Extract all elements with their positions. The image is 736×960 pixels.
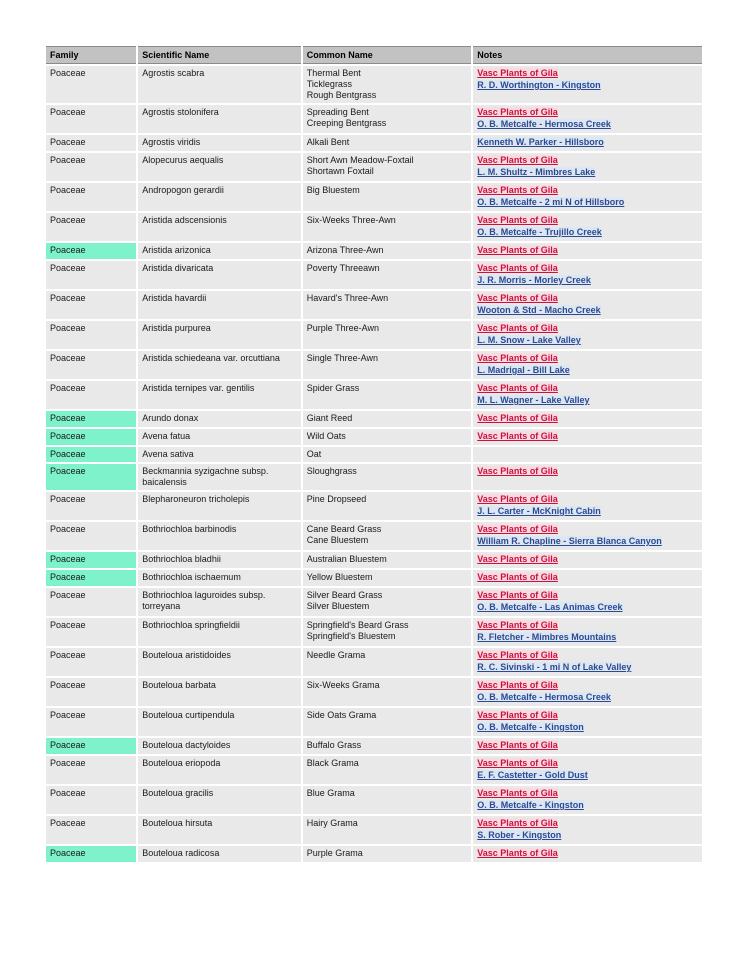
common-name-line: Six-Weeks Grama [306,680,380,690]
vasc-plants-of-gila-link[interactable]: Vasc Plants of Gila [477,466,558,476]
family-cell: Poaceae [46,570,136,586]
note-line [477,227,698,238]
common-name-line: Blue Grama [306,788,355,798]
note-line [477,680,698,691]
vasc-plants-of-gila-link[interactable]: Vasc Plants of Gila [477,848,558,858]
common-name-cell [303,411,472,427]
note-line [477,572,698,583]
notes-cell [473,786,702,814]
family-cell: Poaceae [46,213,136,241]
common-name-line: Silver Beard Grass [306,590,383,600]
family-cell: Poaceae [46,708,136,736]
collection-record-link[interactable]: R. D. Worthington - Kingston [477,80,601,90]
common-name-line: Springfield's Bluestem [306,631,396,641]
collection-record-link[interactable]: L. Madrigal - Bill Lake [477,365,570,375]
notes-cell [473,105,702,133]
note-line [477,263,698,274]
note-line [477,524,698,535]
notes-cell [473,464,702,490]
vasc-plants-of-gila-link[interactable]: Vasc Plants of Gila [477,245,558,255]
vasc-plants-of-gila-link[interactable]: Vasc Plants of Gila [477,620,558,630]
scientific-name-cell: Agrostis scabra [138,66,301,103]
notes-cell [473,213,702,241]
family-cell: Poaceae [46,552,136,568]
note-line [477,119,698,130]
note-line [477,215,698,226]
common-name-line: Side Oats Grama [306,710,377,720]
family-cell: Poaceae [46,846,136,862]
scientific-name-cell: Aristida ternipes var. gentilis [138,381,301,409]
scientific-name-cell: Avena fatua [138,429,301,445]
family-cell: Poaceae [46,183,136,211]
collection-record-link[interactable]: Kenneth W. Parker - Hillsboro [477,137,604,147]
common-name-line: Havard's Three-Awn [306,293,389,303]
common-name-cell [303,105,472,133]
table-row [46,381,702,409]
family-cell: Poaceae [46,492,136,520]
collection-record-link[interactable]: L. M. Shultz - Mimbres Lake [477,167,596,177]
table-row [46,756,702,784]
table-row [46,464,702,490]
common-name-line: Poverty Threeawn [306,263,380,273]
family-cell: Poaceae [46,738,136,754]
vasc-plants-of-gila-link[interactable]: Vasc Plants of Gila [477,818,558,828]
family-cell: Poaceae [46,381,136,409]
note-line [477,758,698,769]
table-row [46,786,702,814]
common-name-line: Spider Grass [306,383,360,393]
table-row [46,243,702,259]
vasc-plants-of-gila-link[interactable]: Vasc Plants of Gila [477,494,558,504]
notes-cell [473,261,702,289]
common-name-line: Yellow Bluestem [306,572,373,582]
vasc-plants-of-gila-link[interactable]: Vasc Plants of Gila [477,323,558,333]
table-row [46,153,702,181]
common-name-cell [303,291,472,319]
vasc-plants-of-gila-link[interactable]: Vasc Plants of Gila [477,650,558,660]
common-name-line: Giant Reed [306,413,353,423]
vasc-plants-of-gila-link[interactable]: Vasc Plants of Gila [477,431,558,441]
family-cell: Poaceae [46,588,136,616]
scientific-name-cell: Andropogon gerardii [138,183,301,211]
collection-record-link[interactable]: William R. Chapline - Sierra Blanca Canyon [477,536,662,546]
scientific-name-cell: Bothriochloa bladhii [138,552,301,568]
family-cell: Poaceae [46,135,136,151]
notes-cell [473,381,702,409]
table-row [46,213,702,241]
note-line [477,466,698,477]
vasc-plants-of-gila-link[interactable]: Vasc Plants of Gila [477,383,558,393]
note-line [477,383,698,394]
note-line [477,323,698,334]
common-name-line: Six-Weeks Three-Awn [306,215,396,225]
collection-record-link[interactable]: R. C. Sivinski - 1 mi N of Lake Valley [477,662,632,672]
vasc-plants-of-gila-link[interactable]: Vasc Plants of Gila [477,524,558,534]
scientific-name-cell: Bouteloua curtipendula [138,708,301,736]
common-name-cell [303,738,472,754]
common-name-cell [303,261,472,289]
family-cell: Poaceae [46,429,136,445]
scientific-name-cell: Bouteloua eriopoda [138,756,301,784]
scientific-name-cell: Aristida adscensionis [138,213,301,241]
note-line [477,818,698,829]
note-line [477,365,698,376]
vasc-plants-of-gila-link[interactable]: Vasc Plants of Gila [477,293,558,303]
column-header-notes: Notes [473,46,702,64]
collection-record-link[interactable]: O. B. Metcalfe - Trujillo Creek [477,227,602,237]
note-line [477,722,698,733]
table-row [46,411,702,427]
note-line [477,167,698,178]
family-cell: Poaceae [46,756,136,784]
note-line [477,536,698,547]
table-row [46,708,702,736]
scientific-name-cell: Aristida schiedeana var. orcuttiana [138,351,301,379]
table-row [46,522,702,550]
note-line [477,692,698,703]
common-name-line: Purple Three-Awn [306,323,379,333]
vasc-plants-of-gila-link[interactable]: Vasc Plants of Gila [477,680,558,690]
common-name-cell [303,243,472,259]
vasc-plants-of-gila-link[interactable]: Vasc Plants of Gila [477,572,558,582]
collection-record-link[interactable]: J. R. Morris - Morley Creek [477,275,591,285]
vasc-plants-of-gila-link[interactable]: Vasc Plants of Gila [477,758,558,768]
common-name-line: Thermal Bent [306,68,361,78]
common-name-line: Rough Bentgrass [306,90,377,100]
common-name-cell [303,786,472,814]
scientific-name-cell: Bouteloua hirsuta [138,816,301,844]
vasc-plants-of-gila-link[interactable]: Vasc Plants of Gila [477,215,558,225]
note-line [477,431,698,442]
collection-record-link[interactable]: O. B. Metcalfe - Kingston [477,800,584,810]
note-line [477,770,698,781]
note-line [477,788,698,799]
notes-cell [473,153,702,181]
table-row [46,648,702,676]
family-cell: Poaceae [46,243,136,259]
notes-cell [473,66,702,103]
notes-cell [473,738,702,754]
notes-cell [473,291,702,319]
collection-record-link[interactable]: O. B. Metcalfe - 2 mi N of Hillsboro [477,197,625,207]
note-line [477,740,698,751]
note-line [477,275,698,286]
notes-cell [473,846,702,862]
table-row [46,447,702,462]
scientific-name-cell: Alopecurus aequalis [138,153,301,181]
column-header-scientific: Scientific Name [138,46,301,64]
common-name-cell [303,381,472,409]
common-name-cell [303,429,472,445]
common-name-line: Arizona Three-Awn [306,245,384,255]
collection-record-link[interactable]: Wooton & Std - Macho Creek [477,305,601,315]
common-name-cell [303,816,472,844]
notes-cell [473,570,702,586]
family-cell: Poaceae [46,351,136,379]
scientific-name-cell: Bothriochloa ischaemum [138,570,301,586]
note-line [477,137,698,148]
vasc-plants-of-gila-link[interactable]: Vasc Plants of Gila [477,788,558,798]
notes-cell [473,552,702,568]
table-row [46,738,702,754]
collection-record-link[interactable]: L. M. Snow - Lake Valley [477,335,581,345]
note-line [477,335,698,346]
plant-table [44,44,704,864]
scientific-name-cell: Arundo donax [138,411,301,427]
collection-record-link[interactable]: R. Fletcher - Mimbres Mountains [477,632,617,642]
common-name-cell [303,588,472,616]
common-name-line: Australian Bluestem [306,554,387,564]
table-row [46,588,702,616]
common-name-line: Hairy Grama [306,818,358,828]
collection-record-link[interactable]: O. B. Metcalfe - Hermosa Creek [477,119,611,129]
note-line [477,662,698,673]
scientific-name-cell: Aristida arizonica [138,243,301,259]
scientific-name-cell: Avena sativa [138,447,301,462]
vasc-plants-of-gila-link[interactable]: Vasc Plants of Gila [477,155,558,165]
note-line [477,590,698,601]
note-line [477,353,698,364]
common-name-cell [303,213,472,241]
vasc-plants-of-gila-link[interactable]: Vasc Plants of Gila [477,185,558,195]
scientific-name-cell: Bothriochloa springfieldii [138,618,301,646]
table-row [46,321,702,349]
vasc-plants-of-gila-link[interactable]: Vasc Plants of Gila [477,263,558,273]
family-cell: Poaceae [46,678,136,706]
common-name-cell [303,135,472,151]
note-line [477,80,698,91]
collection-record-link[interactable]: J. L. Carter - McKnight Cabin [477,506,601,516]
common-name-line: Wild Oats [306,431,346,441]
family-cell: Poaceae [46,66,136,103]
table-row [46,429,702,445]
collection-record-link[interactable]: O. B. Metcalfe - Las Animas Creek [477,602,623,612]
vasc-plants-of-gila-link[interactable]: Vasc Plants of Gila [477,710,558,720]
vasc-plants-of-gila-link[interactable]: Vasc Plants of Gila [477,107,558,117]
notes-cell [473,135,702,151]
column-header-family: Family [46,46,136,64]
scientific-name-cell: Aristida havardii [138,291,301,319]
family-cell: Poaceae [46,291,136,319]
common-name-cell [303,756,472,784]
note-line [477,494,698,505]
notes-cell [473,183,702,211]
common-name-cell [303,618,472,646]
common-name-line: Pine Dropseed [306,494,367,504]
vasc-plants-of-gila-link[interactable]: Vasc Plants of Gila [477,68,558,78]
vasc-plants-of-gila-link[interactable]: Vasc Plants of Gila [477,590,558,600]
family-cell: Poaceae [46,261,136,289]
notes-cell [473,429,702,445]
common-name-cell [303,492,472,520]
collection-record-link[interactable]: E. F. Castetter - Gold Dust [477,770,588,780]
note-line [477,710,698,721]
notes-cell [473,816,702,844]
common-name-line: Sloughgrass [306,466,357,476]
table-row [46,135,702,151]
note-line [477,620,698,631]
scientific-name-cell: Bothriochloa barbinodis [138,522,301,550]
note-line [477,395,698,406]
common-name-cell [303,351,472,379]
notes-cell [473,678,702,706]
note-line [477,185,698,196]
notes-cell [473,648,702,676]
family-cell: Poaceae [46,816,136,844]
common-name-cell [303,447,472,462]
note-line [477,650,698,661]
scientific-name-cell: Aristida divaricata [138,261,301,289]
table-row [46,291,702,319]
vasc-plants-of-gila-link[interactable]: Vasc Plants of Gila [477,740,558,750]
common-name-cell [303,570,472,586]
plant-checklist [44,44,704,864]
common-name-cell [303,66,472,103]
note-line [477,107,698,118]
collection-record-link[interactable]: O. B. Metcalfe - Hermosa Creek [477,692,611,702]
family-cell: Poaceae [46,786,136,814]
family-cell: Poaceae [46,618,136,646]
scientific-name-cell: Bouteloua barbata [138,678,301,706]
note-line [477,197,698,208]
table-row [46,261,702,289]
family-cell: Poaceae [46,648,136,676]
common-name-line: Springfield's Beard Grass [306,620,409,630]
common-name-line: Silver Bluestem [306,601,370,611]
notes-cell [473,588,702,616]
common-name-line: Short Awn Meadow-Foxtail [306,155,414,165]
table-row [46,183,702,211]
table-header [46,46,702,64]
scientific-name-cell: Bouteloua radicosa [138,846,301,862]
table-row [46,351,702,379]
note-line [477,632,698,643]
notes-cell [473,708,702,736]
common-name-cell [303,153,472,181]
scientific-name-cell: Bouteloua aristidoides [138,648,301,676]
table-row [46,552,702,568]
common-name-cell [303,464,472,490]
notes-cell [473,243,702,259]
note-line [477,554,698,565]
common-name-cell [303,678,472,706]
notes-cell [473,351,702,379]
common-name-line: Black Grama [306,758,359,768]
note-line [477,830,698,841]
column-header-common: Common Name [303,46,472,64]
note-line [477,506,698,517]
common-name-line: Shortawn Foxtail [306,166,374,176]
collection-record-link[interactable]: O. B. Metcalfe - Kingston [477,722,584,732]
notes-cell [473,411,702,427]
common-name-cell [303,648,472,676]
common-name-line: Needle Grama [306,650,366,660]
family-cell: Poaceae [46,464,136,490]
vasc-plants-of-gila-link[interactable]: Vasc Plants of Gila [477,353,558,363]
table-row [46,492,702,520]
note-line [477,848,698,859]
scientific-name-cell: Agrostis viridis [138,135,301,151]
note-line [477,293,698,304]
note-line [477,68,698,79]
common-name-line: Spreading Bent [306,107,369,117]
note-line [477,305,698,316]
family-cell: Poaceae [46,153,136,181]
common-name-line: Purple Grama [306,848,363,858]
note-line [477,245,698,256]
note-line [477,602,698,613]
table-row [46,570,702,586]
note-line [477,155,698,166]
family-cell: Poaceae [46,411,136,427]
common-name-cell [303,183,472,211]
notes-cell [473,756,702,784]
notes-cell [473,618,702,646]
table-row [46,618,702,646]
plant-table-body [46,66,702,862]
scientific-name-cell: Beckmannia syzigachne subsp. baicalensis [138,464,301,490]
common-name-line: Oat [306,449,322,459]
scientific-name-cell: Bouteloua dactyloides [138,738,301,754]
table-row [46,66,702,103]
scientific-name-cell: Blepharoneuron tricholepis [138,492,301,520]
vasc-plants-of-gila-link[interactable]: Vasc Plants of Gila [477,413,558,423]
collection-record-link[interactable]: M. L. Wagner - Lake Valley [477,395,590,405]
common-name-line: Ticklegrass [306,79,352,89]
scientific-name-cell: Bothriochloa laguroides subsp. torreyana [138,588,301,616]
table-row [46,846,702,862]
note-line [477,800,698,811]
common-name-line: Big Bluestem [306,185,360,195]
common-name-cell [303,846,472,862]
common-name-line: Buffalo Grass [306,740,362,750]
table-row [46,678,702,706]
common-name-line: Single Three-Awn [306,353,378,363]
family-cell: Poaceae [46,447,136,462]
common-name-cell [303,552,472,568]
family-cell: Poaceae [46,321,136,349]
header-row [46,46,702,64]
note-line [477,413,698,424]
table-row [46,105,702,133]
scientific-name-cell: Bouteloua gracilis [138,786,301,814]
scientific-name-cell: Agrostis stolonifera [138,105,301,133]
collection-record-link[interactable]: S. Rober - Kingston [477,830,562,840]
vasc-plants-of-gila-link[interactable]: Vasc Plants of Gila [477,554,558,564]
scientific-name-cell: Aristida purpurea [138,321,301,349]
notes-cell [473,447,702,462]
common-name-line: Creeping Bentgrass [306,118,387,128]
common-name-line: Cane Beard Grass [306,524,382,534]
family-cell: Poaceae [46,105,136,133]
notes-cell [473,522,702,550]
common-name-cell [303,321,472,349]
notes-cell [473,492,702,520]
common-name-cell [303,708,472,736]
common-name-line: Cane Bluestem [306,535,369,545]
table-row [46,816,702,844]
common-name-line: Alkali Bent [306,137,350,147]
common-name-cell [303,522,472,550]
notes-cell [473,321,702,349]
family-cell: Poaceae [46,522,136,550]
